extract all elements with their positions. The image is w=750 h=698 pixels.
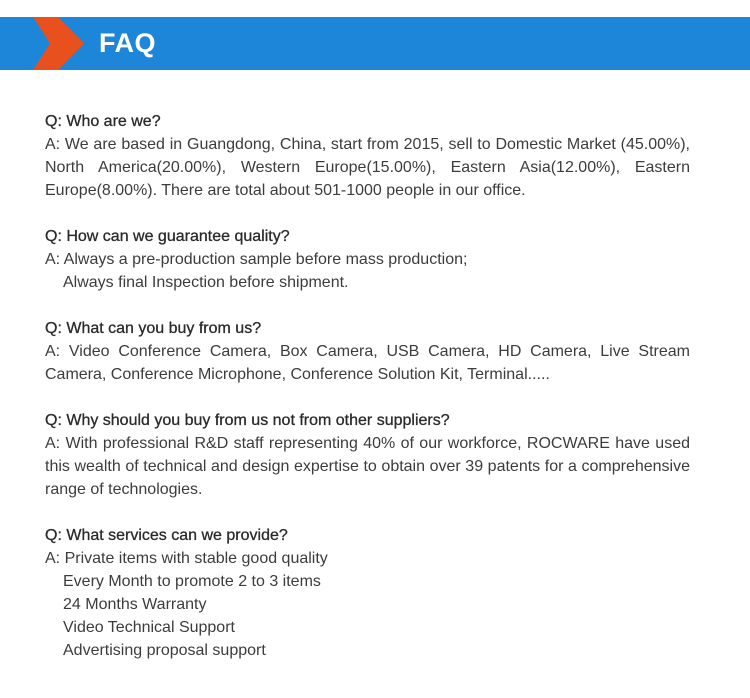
page-title: FAQ: [99, 28, 157, 58]
faq-answer-line: Every Month to promote 2 to 3 items: [63, 573, 321, 590]
faq-item-products: [45, 317, 690, 386]
faq-question: Q: How can we guarantee quality?: [45, 228, 290, 245]
faq-item-services: [45, 524, 690, 662]
faq-answer: A: With professional R&D staff representing 40% of our workforce, ROCWARE have used this wealth of technical and design expertise to obtain over 39 patents for a comprehensive range of technologies.: [45, 435, 690, 498]
faq-item-quality: [45, 225, 690, 294]
faq-answer-line: 24 Months Warranty: [63, 596, 207, 613]
faq-answer: A: We are based in Guangdong, China, start from 2015, sell to Domestic Market (45.00%), North America(20.00%), Western Europe(15.00%), Eastern Asia(12.00%), Eastern Europe(8.00%). There are total about 501-1000 people in our office.: [45, 136, 690, 199]
faq-question: Q: What services can we provide?: [45, 527, 288, 544]
faq-answer-line: Advertising proposal support: [63, 642, 266, 659]
faq-answer: A: Video Conference Camera, Box Camera, USB Camera, HD Camera, Live Stream Camera, Conference Microphone, Conference Solution Kit, Terminal.....: [45, 343, 690, 383]
faq-answer-line: Always final Inspection before shipment.: [63, 274, 349, 291]
faq-answer: A: Private items with stable good quality: [45, 550, 328, 567]
faq-list: [45, 110, 690, 685]
faq-question: Q: Who are we?: [45, 113, 161, 130]
faq-answer-line: Video Technical Support: [63, 619, 235, 636]
faq-question: Q: Why should you buy from us not from other suppliers?: [45, 412, 450, 429]
faq-question: Q: What can you buy from us?: [45, 320, 262, 337]
chevron-arrow-icon: [0, 17, 88, 70]
faq-header-banner: [0, 17, 750, 70]
faq-item-why-us: [45, 409, 690, 501]
faq-answer: A: Always a pre-production sample before mass production;: [45, 251, 468, 268]
faq-item-who-are-we: [45, 110, 690, 202]
